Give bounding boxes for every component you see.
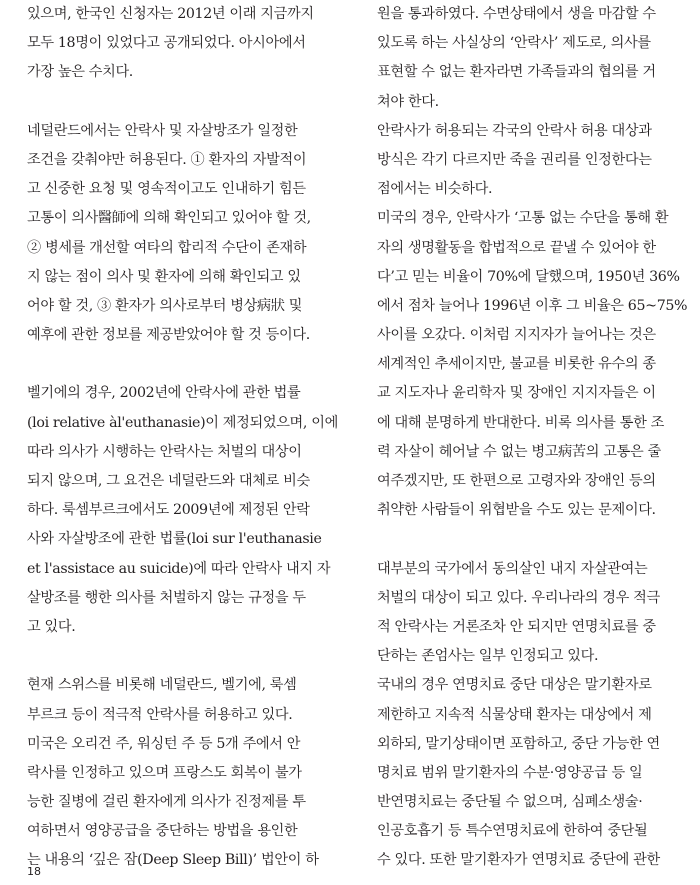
text-line: 에서 점차 늘어나 1996년 이후 그 비율은 65~75% [377,297,688,314]
text-line: ② 병세를 개선할 여타의 합리적 수단이 존재하 [27,239,307,256]
text-line: 에 대해 분명하게 반대한다. 비록 의사를 통한 조 [377,414,665,431]
text-line: 다’고 믿는 비율이 70%에 달했으며, 1950년 36% [377,268,680,285]
text-line: 사와 자살방조에 관한 법률(loi sur l'euthanasie [27,531,322,548]
text-line: 예후에 관한 정보를 제공받았어야 할 것 등이다. [27,327,310,344]
text-line: 처벌의 대상이 되고 있다. 우리나라의 경우 적극 [377,589,660,606]
right-text-column [377,0,688,876]
text-line: 는 내용의 ‘깊은 잠(Deep Sleep Bill)’ 법안이 하 [27,852,319,869]
text-line: 미국의 경우, 안락사가 ‘고통 없는 수단을 통해 환 [377,210,669,227]
text-line: 살방조를 행한 의사를 처벌하지 않는 규정을 두 [27,589,306,606]
text-line: 취약한 사람들이 위협받을 수도 있는 문제이다. [377,502,656,519]
text-line: 외하되, 말기상태이면 포함하고, 중단 가능한 연 [377,735,660,752]
text-line: 능한 질병에 걸린 환자에게 의사가 진정제를 투 [27,794,306,811]
text-line: 있도록 하는 사실상의 ‘안락사’ 제도로, 의사를 [377,35,651,52]
page-number: 18 [27,865,41,878]
text-line: (loi relative àl'euthanasie)이 제정되었으며, 이에 [27,414,338,431]
text-line: 여하면서 영양공급을 중단하는 방법을 용인한 [27,823,298,840]
text-line: 고 신중한 요청 및 영속적이고도 인내하기 힘든 [27,181,306,198]
text-line: 교 지도자나 윤리학자 및 장애인 지지자들은 이 [377,385,656,402]
text-line: 가장 높은 수치다. [27,64,133,81]
text-line: 모두 18명이 있었다고 공개되었다. 아시아에서 [27,35,306,52]
text-line: 지 않는 점이 의사 및 환자에 의해 확인되고 있 [27,268,301,285]
text-line: 국내의 경우 연명치료 중단 대상은 말기환자로 [377,677,652,694]
text-line: 력 자살이 헤어날 수 없는 병고病苦의 고통은 줄 [377,443,661,460]
text-line: 고통이 의사醫師에 의해 확인되고 있어야 할 것, [27,210,311,227]
text-line: 방식은 각기 다르지만 죽을 권리를 인정한다는 [377,151,652,168]
text-line: 따라 의사가 시행하는 안락사는 처벌의 대상이 [27,443,302,460]
text-line: 수 있다. 또한 말기환자가 연명치료 중단에 관한 [377,852,660,869]
text-line: 세계적인 추세이지만, 불교를 비롯한 유수의 종 [377,356,656,373]
text-line: 네덜란드에서는 안락사 및 자살방조가 일정한 [27,122,298,139]
text-line: 미국은 오리건 주, 워싱턴 주 등 5개 주에서 안 [27,735,301,752]
text-line: 벨기에의 경우, 2002년에 안락사에 관한 법률 [27,385,301,402]
text-line: 자의 생명활동을 합법적으로 끝낼 수 있어야 한 [377,239,656,256]
paragraph-gap [27,642,317,671]
text-line: 여주겠지만, 또 한편으로 고령자와 장애인 등의 [377,473,656,489]
text-line: 표현할 수 없는 환자라면 가족들과의 협의를 거 [377,64,656,81]
text-line: 되지 않으며, 그 요건은 네덜란드와 대체로 비슷 [27,473,310,489]
text-line: 제한하고 지속적 식물상태 환자는 대상에서 제 [377,706,652,723]
text-line: 부르크 등이 적극적 안락사를 허용하고 있다. [27,706,293,723]
text-line: 반연명치료는 중단될 수 없으며, 심폐소생술· [377,794,643,811]
left-text-column [27,0,338,876]
text-line: 현재 스위스를 비롯해 네덜란드, 벨기에, 룩셈 [27,677,297,694]
text-line: 적 안락사는 거론조차 안 되지만 연명치료를 중 [377,618,656,635]
paragraph-gap [27,88,317,117]
text-line: 하다. 룩셈부르크에서도 2009년에 제정된 안락 [27,502,310,519]
text-line: 대부분의 국가에서 동의살인 내지 자살관여는 [377,560,648,577]
text-line: 안락사가 허용되는 각국의 안락사 허용 대상과 [377,122,652,139]
text-line: 원을 통과하였다. 수면상태에서 생을 마감할 수 [377,6,656,22]
paragraph-gap [377,525,667,554]
text-line: 고 있다. [27,618,76,635]
text-line: 인공호흡기 등 특수연명치료에 한하여 중단될 [377,823,648,840]
text-line: 점에서는 비슷하다. [377,181,493,198]
text-line: 어야 할 것, ③ 환자가 의사로부터 병상病狀 및 [27,297,303,314]
text-line: 있으며, 한국인 신청자는 2012년 이래 지금까지 [27,6,314,22]
text-line: 조건을 갖춰야만 허용된다. ① 환자의 자발적이 [27,151,307,168]
paragraph-gap [27,350,317,379]
text-line: 락사를 인정하고 있으며 프랑스도 회복이 불가 [27,764,302,781]
text-line: et l'assistace au suicide)에 따라 안락사 내지 자 [27,560,331,577]
text-line: 단하는 존엄사는 일부 인정되고 있다. [377,648,599,665]
text-line: 명치료 범위 말기환자의 수분·영양공급 등 일 [377,764,643,781]
text-line: 쳐야 한다. [377,93,439,110]
text-line: 사이를 오갔다. 이처럼 지지자가 늘어나는 것은 [377,327,656,344]
